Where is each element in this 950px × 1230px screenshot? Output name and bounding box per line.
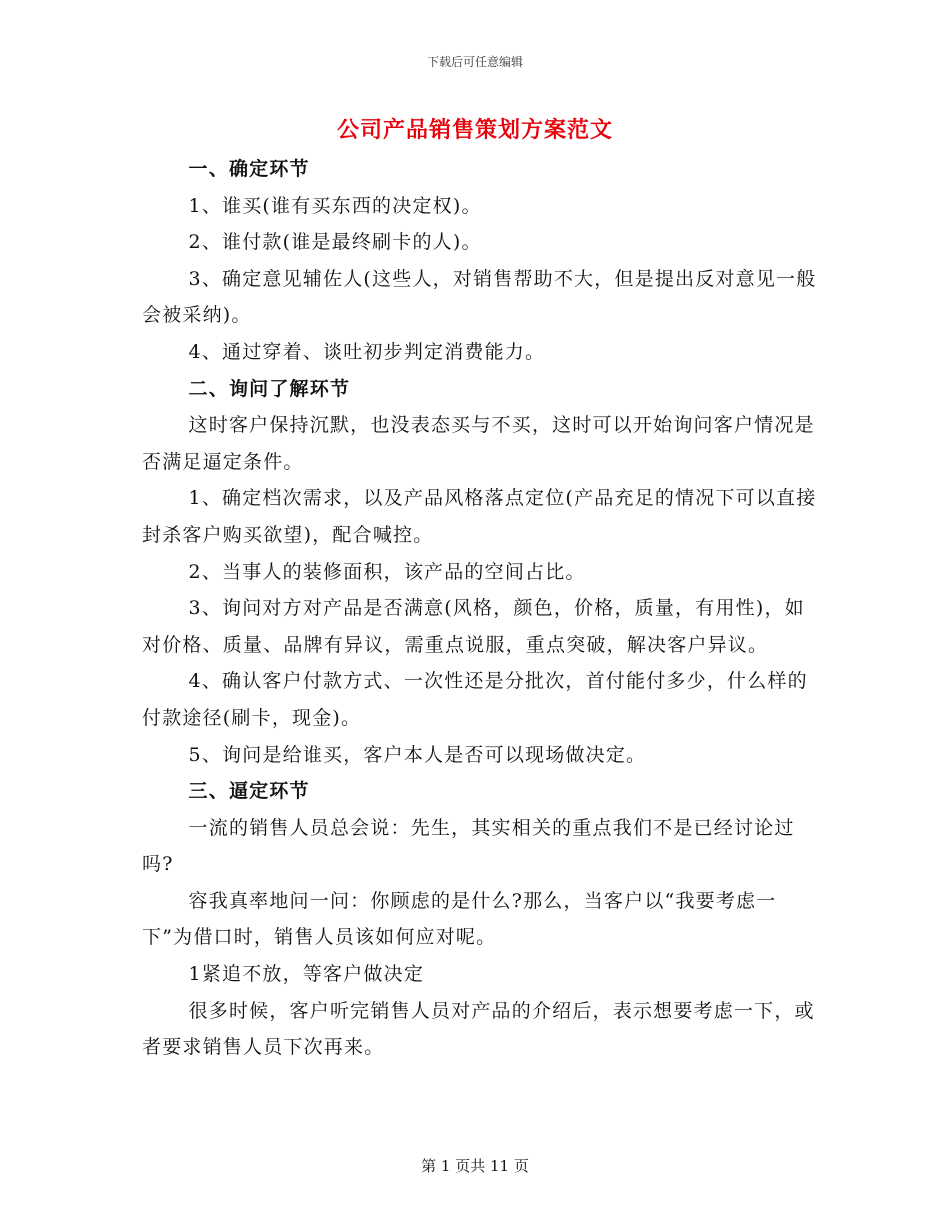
section-heading: 一、确定环节 [188, 158, 310, 180]
paragraph: 1、确定档次需求，以及产品风格落点定位(产品充足的情况下可以直接封杀客户购买欲望)，配合喊控。 [142, 487, 817, 546]
page-number-footer: 第 1 页共 11 页 [421, 1157, 529, 1175]
document-title: 公司产品销售策划方案范文 [336, 117, 613, 143]
paragraph: 容我真率地问一问：你顾虑的是什么?那么，当客户以“我要考虑一下”为借口时，销售人员该如何应对呢。 [142, 889, 777, 949]
section-heading: 三、逼定环节 [188, 780, 310, 803]
paragraph: 4、确认客户付款方式、一次性还是分批次，首付能付多少，什么样的付款途径(刷卡，现金)。 [142, 670, 808, 729]
paragraph: 1、谁买(谁有买东西的决定权)。 [188, 194, 482, 217]
document-body [142, 151, 822, 1066]
paragraph: 3、询问对方对产品是否满意(风格，颜色，价格，质量，有用性)，如对价格、质量、品牌有异议，需重点说服，重点突破，解决客户异议。 [142, 597, 805, 656]
paragraph: 4、通过穿着、谈吐初步判定消费能力。 [188, 340, 546, 363]
paragraph: 这时客户保持沉默，也没表态买与不买，这时可以开始询问客户情况是否满足逼定条件。 [142, 414, 815, 473]
paragraph: 一流的销售人员总会说：先生，其实相关的重点我们不是已经讨论过吗? [142, 816, 795, 876]
paragraph: 很多时候，客户听完销售人员对产品的介绍后，表示想要考虑一下，或者要求销售人员下次再来。 [142, 999, 815, 1059]
paragraph: 3、确定意见辅佐人(这些人，对销售帮助不大，但是提出反对意见一般会被采纳)。 [142, 267, 817, 327]
paragraph: 2、当事人的装修面积，该产品的空间占比。 [188, 560, 586, 583]
paragraph: 2、谁付款(谁是最终刷卡的人)。 [188, 231, 482, 254]
paragraph: 5、询问是给谁买，客户本人是否可以现场做决定。 [188, 743, 647, 766]
section-heading: 二、询问了解环节 [188, 377, 351, 400]
paragraph: 1紧追不放，等客户做决定 [188, 963, 425, 986]
page-header-note: 下载后可任意编辑 [426, 55, 523, 69]
